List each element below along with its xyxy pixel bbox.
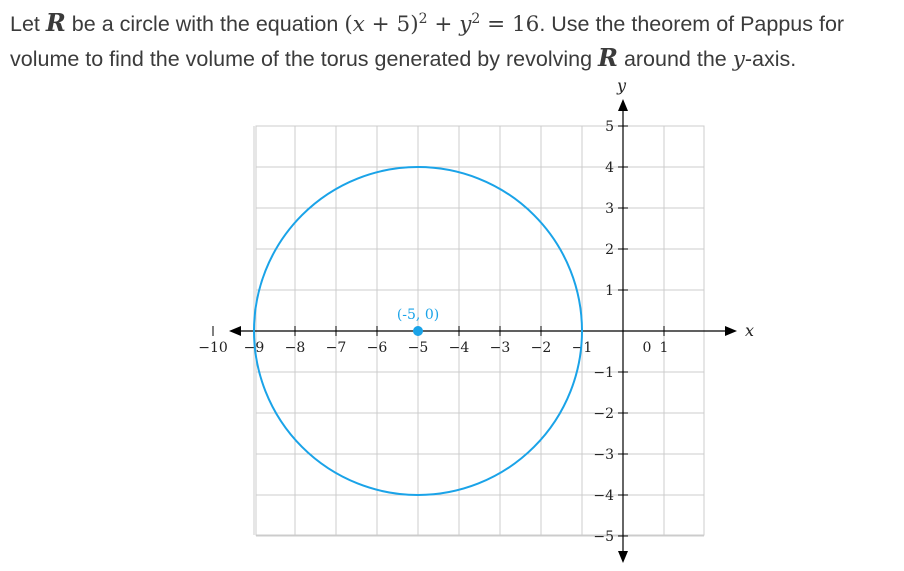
x-tick-label: −2: [530, 340, 552, 356]
y-tick-label: 2: [605, 242, 614, 258]
y-tick-label: −3: [593, 447, 614, 463]
x-tick-label: −6: [366, 340, 388, 356]
problem-text-segment: -axis.: [744, 47, 797, 71]
problem-text-segment: . Use the theorem of Pappus for volume to find the volume of the torus generated by revolving: [10, 12, 845, 71]
problem-text-segment: be a circle with the equation: [65, 12, 345, 36]
problem-text-segment: around the: [617, 47, 733, 71]
y-tick-label: 1: [605, 283, 614, 299]
x-tick-label: −3: [489, 340, 511, 356]
exponent: 2: [418, 10, 428, 27]
exponent: 2: [471, 10, 481, 27]
y-tick-label: 5: [605, 119, 614, 135]
x-tick-label: −9: [243, 340, 265, 356]
x-tick-label: −5: [407, 340, 429, 356]
x-axis-left-arrow: [229, 326, 241, 336]
x-axis-right-arrow: [725, 326, 737, 336]
x-tick-label: −7: [325, 340, 347, 356]
problem-text-segment: Let: [10, 12, 46, 36]
region-symbol: R: [45, 8, 66, 37]
x-tick-label: −8: [284, 340, 306, 356]
x-tick-label: 1: [659, 340, 669, 356]
y-tick-label: −4: [593, 488, 614, 504]
circle-center-point: [413, 326, 423, 336]
y-tick-label: 3: [605, 201, 614, 217]
x-tick-label: −10: [198, 340, 228, 356]
y-axis-down-arrow: [618, 551, 628, 563]
y-tick-label: −2: [593, 406, 614, 422]
y-tick-label: 4: [605, 160, 614, 176]
y-tick-label: −1: [593, 365, 614, 381]
origin-label: 0: [642, 340, 652, 356]
x-axis-label: x: [745, 321, 755, 340]
x-tick-label: −1: [571, 340, 593, 356]
circle-equation: $(x + 5)^2 + y^2 = 16$: [344, 10, 540, 37]
axis-variable: y: [732, 47, 745, 72]
y-axis-up-arrow: [618, 99, 628, 111]
y-tick-label: −5: [593, 529, 614, 545]
region-symbol: R: [598, 43, 618, 72]
y-axis-label: y: [617, 76, 627, 95]
x-tick-label: −4: [448, 340, 470, 356]
center-point-label: (-5, 0): [396, 307, 440, 323]
